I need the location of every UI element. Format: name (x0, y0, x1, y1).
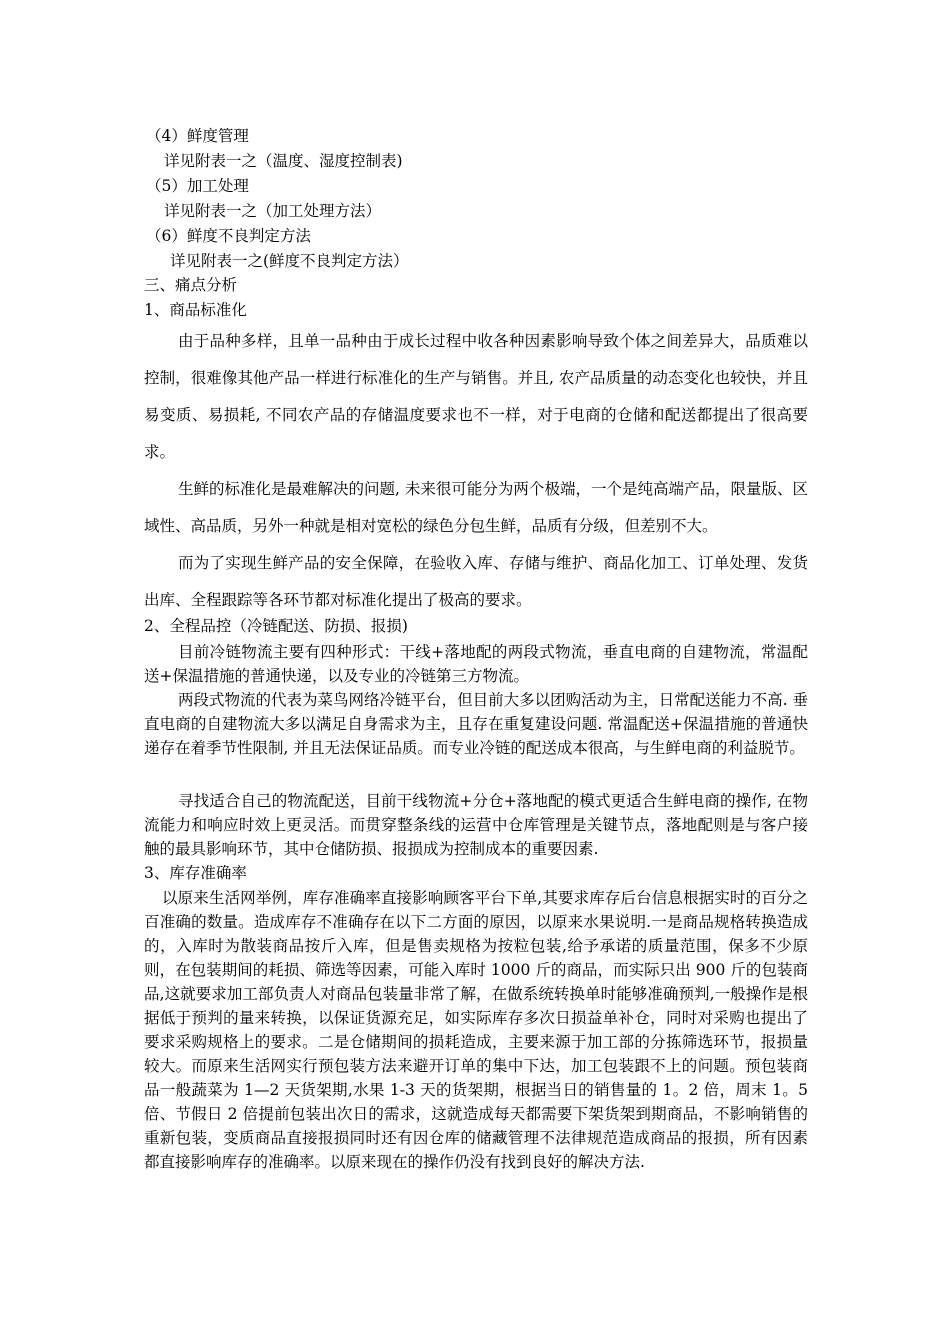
sub1-heading: 1、商品标准化 (144, 301, 247, 319)
item5-body: 详见附表一之（加工处理方法） (164, 202, 382, 220)
item6-heading: （6）鲜度不良判定方法 (146, 227, 311, 245)
sub2-heading: 2、全程品控（冷链配送、防损、报损) (144, 617, 408, 635)
sub1-paragraph-1: 由于品种多样，且单一品种由于成长过程中收各种因素影响导致个体之间差异大，品质难以控制，很难像其他产品一样进行标准化的生产与销售。并且, 农产品质量的动态变化也较快，并且易变质、易损耗, 不同农产品的存储温度要求也不一样，对于电商的仓储和配送都提出了很高要求。 (144, 332, 808, 461)
sub1-paragraph-2: 生鲜的标准化是最难解决的问题, 未来很可能分为两个极端，一个是纯高端产品，限量版、区域性、高品质，另外一种就是相对宽松的绿色分包生鲜，品质有分级，但差别不大。 (144, 480, 808, 535)
sub1-paragraph-3: 而为了实现生鲜产品的安全保障，在验收入库、存储与维护、商品化加工、订单处理、发货出库、全程跟踪等各环节都对标准化提出了极高的要求。 (144, 554, 808, 609)
item5-heading: （5）加工处理 (146, 177, 249, 195)
sub2-paragraph-1: 目前冷链物流主要有四种形式：干线+落地配的两段式物流，垂直电商的自建物流，常温配送+保温措施的普通快递，以及专业的冷链第三方物流。 (144, 643, 808, 685)
item4-heading: （4）鲜度管理 (146, 127, 249, 145)
sub2-paragraph-3: 寻找适合自己的物流配送，目前干线物流+分仓+落地配的模式更适合生鲜电商的操作, 在物流能力和响应时效上更灵活。而贯穿整条线的运营中仓库管理是关键节点，落地配则是与客户接触的最具影响环节，其中仓储防损、报损成为控制成本的重要因素. (144, 792, 808, 858)
sub3-paragraph-1: 以原来生活网举例，库存准确率直接影响顾客平台下单,其要求库存后台信息根据实时的百分之百准确的数量。造成库存不准确存在以下二方面的原因，以原来水果说明.一是商品规格转换造成的，入库时为散装商品按斤入库，但是售卖规格为按粒包装,给予承诺的质量范围，保多不少原则，在包装期间的耗损、筛选等因素，可能入库时 1000 斤的商品，而实际只出 900 斤的包装商品,这就要求加工部负责人对商品包装量非常了解，在做系统转换单时能够准确预判,一般操作是根据低于预判的量来转换，以保证货源充足，如实际库存多次日损益单补仓，同时对采购也提出了要求采购规格上的要求。二是仓储期间的损耗造成，主要来源于加工部的分拣筛选环节，报损量较大。而原来生活网实行预包装方法来避开订单的集中下达，加工包装跟不上的问题。预包装商品一般蔬菜为 1—2 天货架期,水果 1-3 天的货架期，根据当日的销售量的 1。2 倍，周末 1。5 倍、节假日 2 倍提前包装出次日的需求，这就造成每天都需要下架货架到期商品，不影响销售的重新包装，变质商品直接报损同时还有因仓库的储藏管理不法律规范造成商品的报损，所有因素都直接影响库存的准确率。以原来现在的操作仍没有找到良好的解决方法. (144, 889, 808, 1171)
sub3-heading: 3、库存准确率 (144, 864, 247, 882)
section3-heading: 三、痛点分析 (144, 276, 238, 294)
sub2-paragraph-2: 两段式物流的代表为菜鸟网络冷链平台，但目前大多以团购活动为主，日常配送能力不高. 垂直电商的自建物流大多以满足自身需求为主，且存在重复建设问题. 常温配送+保温措施的普通快递存在着季节性限制, 并且无法保证品质。而专业冷链的配送成本很高，与生鲜电商的利益脱节。 (144, 691, 808, 757)
item6-body: 详见附表一之(鲜度不良判定方法） (170, 252, 409, 270)
item4-body: 详见附表一之（温度、湿度控制表) (164, 152, 403, 170)
